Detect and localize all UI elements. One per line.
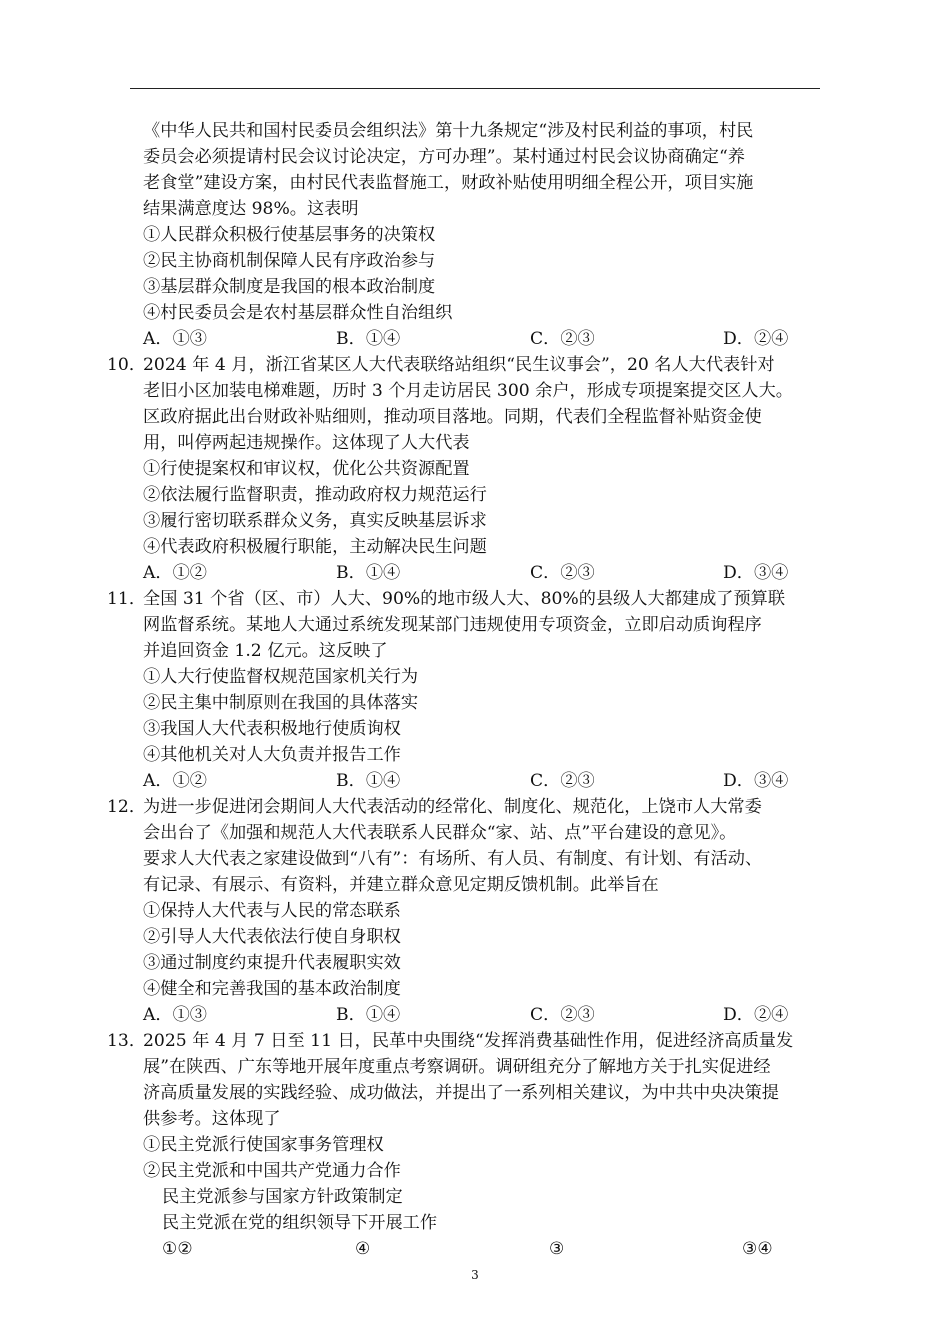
question-13-option: ②民主党派和中国共产党通力合作 [143, 1161, 401, 1181]
question-number: 10． [107, 355, 147, 375]
question-11-stem-line: 全国 31 个省（区、市）人大、90%的地市级人大、80%的县级人大都建成了预算联 [143, 589, 786, 609]
question-9-option: ②民主协商机制保障人民有序政治参与 [143, 251, 436, 271]
question-13-option: ①民主党派行使国家事务管理权 [143, 1135, 384, 1155]
question-10-option: ①行使提案权和审议权，优化公共资源配置 [143, 459, 470, 479]
question-10-stem-line: 2024 年 4 月，浙江省某区人大代表联络站组织“民生议事会”，20 名人大代表针对 [143, 355, 775, 375]
choice-b: B．①④ [336, 771, 401, 791]
choice-c: C．②③ [530, 329, 595, 349]
question-10-option: ④代表政府积极履行职能，主动解决民生问题 [143, 537, 487, 557]
question-11-option: ④其他机关对人大负责并报告工作 [143, 745, 401, 765]
question-10-stem-line: 老旧小区加装电梯难题，历时 3 个月走访居民 300 余户，形成专项提案提交区人大。 [143, 381, 793, 401]
choice-a: A．①③ [143, 329, 207, 349]
choice-b: B．①④ [336, 1005, 401, 1025]
choice-d: D．③④ [723, 563, 789, 583]
header-rule [130, 88, 820, 89]
question-9-option: ③基层群众制度是我国的根本政治制度 [143, 277, 436, 297]
question-12-stem-line: 有记录、有展示、有资料，并建立群众意见定期反馈机制。此举旨在 [143, 875, 659, 895]
question-11 [107, 586, 833, 794]
question-11-option: ①人大行使监督权规范国家机关行为 [143, 667, 419, 687]
choice-d: D．②④ [723, 329, 789, 349]
question-9-stem-line: 老食堂”建设方案，由村民代表监督施工，财政补贴使用明细全程公开，项目实施 [143, 173, 754, 193]
choice-a: A．①② [143, 771, 207, 791]
choice-d: ③④ [742, 1239, 773, 1259]
question-10-option: ②依法履行监督职责，推动政府权力规范运行 [143, 485, 487, 505]
question-11-stem-line: 并追回资金 1.2 亿元。这反映了 [143, 641, 388, 661]
question-11-option: ②民主集中制原则在我国的具体落实 [143, 693, 419, 713]
question-12-option: ④健全和完善我国的基本政治制度 [143, 979, 401, 999]
question-10-choices [143, 560, 833, 586]
question-12-stem-line: 会出台了《加强和规范人大代表联系人民群众“家、站、点”平台建设的意见》。 [143, 823, 737, 843]
choice-a: A．①③ [143, 1005, 207, 1025]
page-number: 3 [471, 1268, 479, 1282]
choice-d: D．③④ [723, 771, 789, 791]
question-9-choices [143, 326, 833, 352]
choice-c: C．②③ [530, 563, 595, 583]
page-content [107, 118, 833, 1262]
question-12-option: ③通过制度约束提升代表履职实效 [143, 953, 401, 973]
question-11-option: ③我国人大代表积极地行使质询权 [143, 719, 401, 739]
question-9-stem-line: 委员会必须提请村民会议讨论决定，方可办理”。某村通过村民会议协商确定“养 [143, 147, 745, 167]
question-number: 13． [107, 1031, 147, 1051]
question-12 [107, 794, 833, 1028]
question-11-choices [143, 768, 833, 794]
question-12-option: ②引导人大代表依法行使自身职权 [143, 927, 401, 947]
question-number: 12． [107, 797, 147, 817]
question-13-choices [143, 1236, 833, 1262]
question-13-stem-line: 济高质量发展的实践经验、成功做法，并提出了一系列相关建议，为中共中央决策提 [143, 1083, 779, 1103]
question-13-stem-line: 2025 年 4 月 7 日至 11 日，民革中央围绕“发挥消费基础性作用，促进经济高质量发 [143, 1031, 794, 1051]
question-13-option: 民主党派在党的组织领导下开展工作 [162, 1213, 438, 1233]
choice-b: ④ [355, 1239, 371, 1259]
question-13 [107, 1028, 833, 1262]
question-9 [143, 118, 833, 352]
question-13-option: 民主党派参与国家方针政策制定 [162, 1187, 403, 1207]
question-13-stem-line: 供参考。这体现了 [143, 1109, 281, 1129]
question-12-choices [143, 1002, 833, 1028]
choice-c: ③ [549, 1239, 565, 1259]
question-9-stem-line: 《中华人民共和国村民委员会组织法》第十九条规定“涉及村民利益的事项，村民 [143, 121, 754, 141]
question-12-stem-line: 为进一步促进闭会期间人大代表活动的经常化、制度化、规范化，上饶市人大常委 [143, 797, 762, 817]
question-9-option: ④村民委员会是农村基层群众性自治组织 [143, 303, 453, 323]
question-number: 11． [107, 589, 147, 609]
question-10-stem-line: 用，叫停两起违规操作。这体现了人大代表 [143, 433, 470, 453]
choice-c: C．②③ [530, 771, 595, 791]
choice-b: B．①④ [336, 329, 401, 349]
choice-c: C．②③ [530, 1005, 595, 1025]
question-10 [107, 352, 833, 586]
choice-d: D．②④ [723, 1005, 789, 1025]
question-12-option: ①保持人大代表与人民的常态联系 [143, 901, 401, 921]
choice-a: ①② [162, 1239, 193, 1259]
question-12-stem-line: 要求人大代表之家建设做到“八有”：有场所、有人员、有制度、有计划、有活动、 [143, 849, 763, 869]
question-13-stem-line: 展”在陕西、广东等地开展年度重点考察调研。调研组充分了解地方关于扎实促进经 [143, 1057, 771, 1077]
choice-a: A．①② [143, 563, 207, 583]
question-10-stem-line: 区政府据此出台财政补贴细则，推动项目落地。同期，代表们全程监督补贴资金使 [143, 407, 762, 427]
question-11-stem-line: 网监督系统。某地人大通过系统发现某部门违规使用专项资金，立即启动质询程序 [143, 615, 762, 635]
question-9-option: ①人民群众积极行使基层事务的决策权 [143, 225, 436, 245]
choice-b: B．①④ [336, 563, 401, 583]
question-10-option: ③履行密切联系群众义务，真实反映基层诉求 [143, 511, 487, 531]
question-9-stem-line: 结果满意度达 98%。这表明 [143, 199, 359, 219]
